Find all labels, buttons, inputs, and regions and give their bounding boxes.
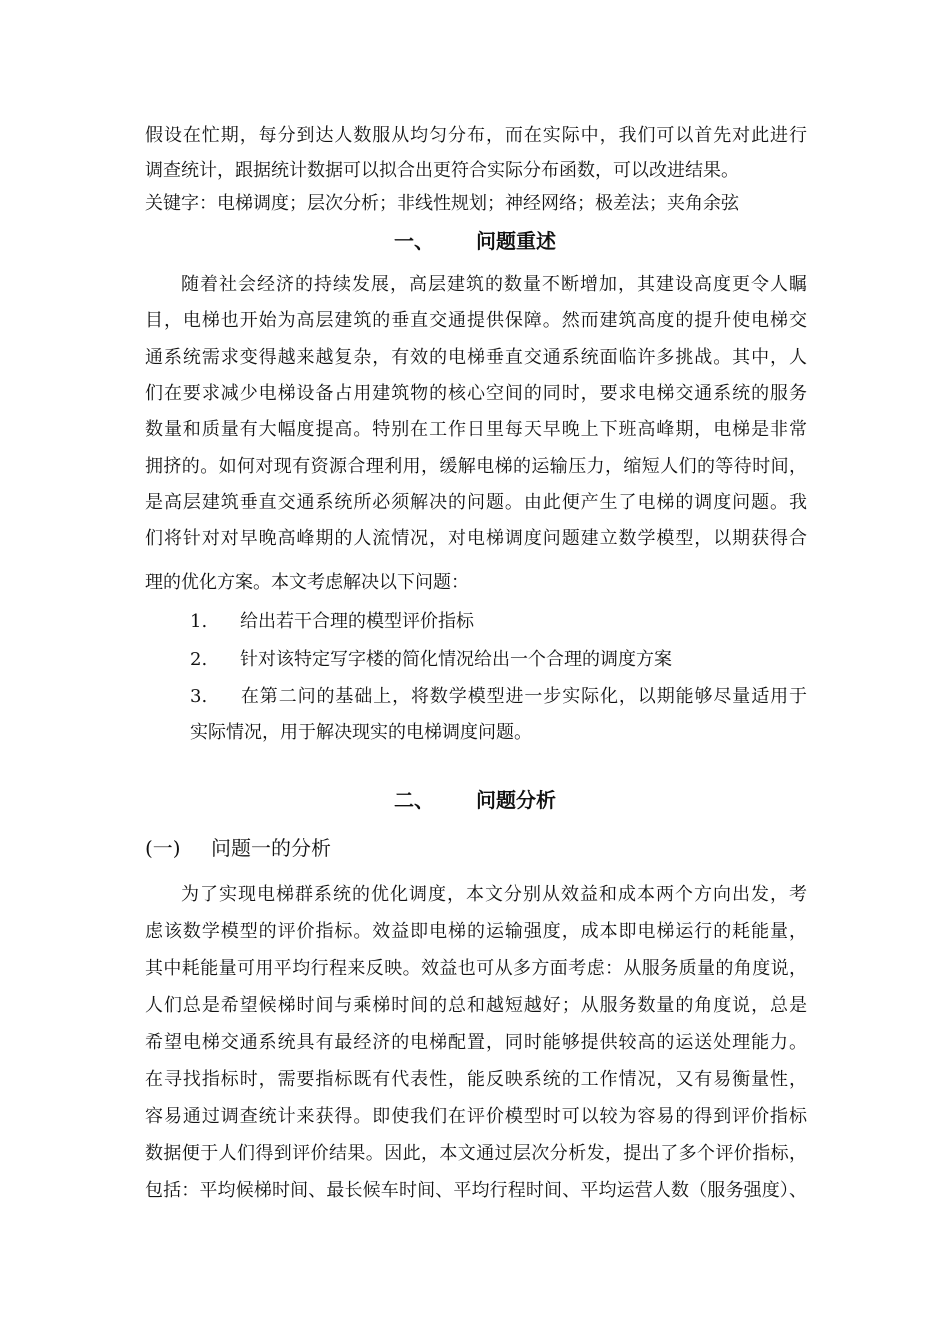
list-number: 2. [190, 649, 208, 670]
paragraph-line: 希望电梯交通系统具有最经济的电梯配置，同时能够提供较高的运送处理能力。 [145, 1032, 807, 1053]
paragraph-line: 人们总是希望候梯时间与乘梯时间的总和越短越好；从服务数量的角度说，总是 [145, 995, 807, 1016]
paragraph-line: 在寻找指标时，需要指标既有代表性，能反映系统的工作情况，又有易衡量性， [145, 1069, 807, 1090]
list-number: 1. [190, 611, 208, 632]
keywords-line: 关键字：电梯调度；层次分析；非线性规划；神经网络；极差法；夹角余弦 [145, 193, 739, 214]
paragraph-line: 数据便于人们得到评价结果。因此，本文通过层次分析发，提出了多个评价指标， [145, 1143, 807, 1164]
paragraph-line: 们将针对对早晚高峰期的人流情况，对电梯调度问题建立数学模型，以期获得合 [145, 528, 807, 549]
list-item [190, 682, 807, 708]
subsection-title: 问题一的分析 [211, 836, 331, 860]
section-number: 二、 [394, 788, 434, 812]
paragraph-line: 为了实现电梯群系统的优化调度，本文分别从效益和成本两个方向出发，考 [181, 884, 807, 905]
paragraph-line: 数量和质量有大幅度提高。特别在工作日里每天早晚上下班高峰期，电梯是非常 [145, 419, 807, 440]
subsection-number: (一) [145, 836, 181, 860]
paragraph-line: 其中耗能量可用平均行程来反映。效益也可从多方面考虑：从服务质量的角度说， [145, 958, 807, 979]
paragraph-line: 们在要求减少电梯设备占用建筑物的核心空间的同时，要求电梯交通系统的服务 [145, 383, 807, 404]
list-text: 针对该特定写字楼的简化情况给出一个合理的调度方案 [240, 649, 672, 670]
section-title: 问题重述 [476, 229, 556, 253]
paragraph-line: 拥挤的。如何对现有资源合理利用，缓解电梯的运输压力，缩短人们的等待时间， [145, 456, 807, 477]
paragraph-line: 虑该数学模型的评价指标。效益即电梯的运输强度，成本即电梯运行的耗能量， [145, 921, 807, 942]
section-number: 一、 [394, 229, 434, 253]
list-text: 给出若干合理的模型评价指标 [240, 611, 474, 632]
abstract-line: 调查统计，跟据统计数据可以拟合出更符合实际分布函数，可以改进结果。 [145, 160, 739, 181]
list-item-continuation: 实际情况，用于解决现实的电梯调度问题。 [190, 722, 532, 743]
paragraph-line: 通系统需求变得越来越复杂，有效的电梯垂直交通系统面临许多挑战。其中，人 [145, 347, 807, 368]
list-item [190, 645, 672, 671]
paragraph-line: 理的优化方案。本文考虑解决以下问题： [145, 572, 469, 593]
abstract-line: 假设在忙期，每分到达人数服从均匀分布，而在实际中，我们可以首先对此进行 [145, 125, 807, 146]
subsection-heading [145, 832, 331, 861]
section-heading [0, 784, 950, 813]
paragraph-line: 目，电梯也开始为高层建筑的垂直交通提供保障。然而建筑高度的提升使电梯交 [145, 310, 807, 331]
list-text: 在第二问的基础上，将数学模型进一步实际化，以期能够尽量适用于 [240, 686, 807, 707]
paragraph-line: 随着社会经济的持续发展，高层建筑的数量不断增加，其建设高度更令人瞩 [181, 274, 807, 295]
paragraph-line: 是高层建筑垂直交通系统所必须解决的问题。由此便产生了电梯的调度问题。我 [145, 492, 807, 513]
list-number: 3. [190, 686, 208, 707]
list-item [190, 607, 474, 633]
section-heading [0, 225, 950, 254]
paragraph-line: 容易通过调查统计来获得。即使我们在评价模型时可以较为容易的得到评价指标 [145, 1106, 807, 1127]
section-title: 问题分析 [476, 788, 556, 812]
paragraph-line: 包括：平均候梯时间、最长候车时间、平均行程时间、平均运营人数（服务强度）、 [145, 1180, 807, 1201]
